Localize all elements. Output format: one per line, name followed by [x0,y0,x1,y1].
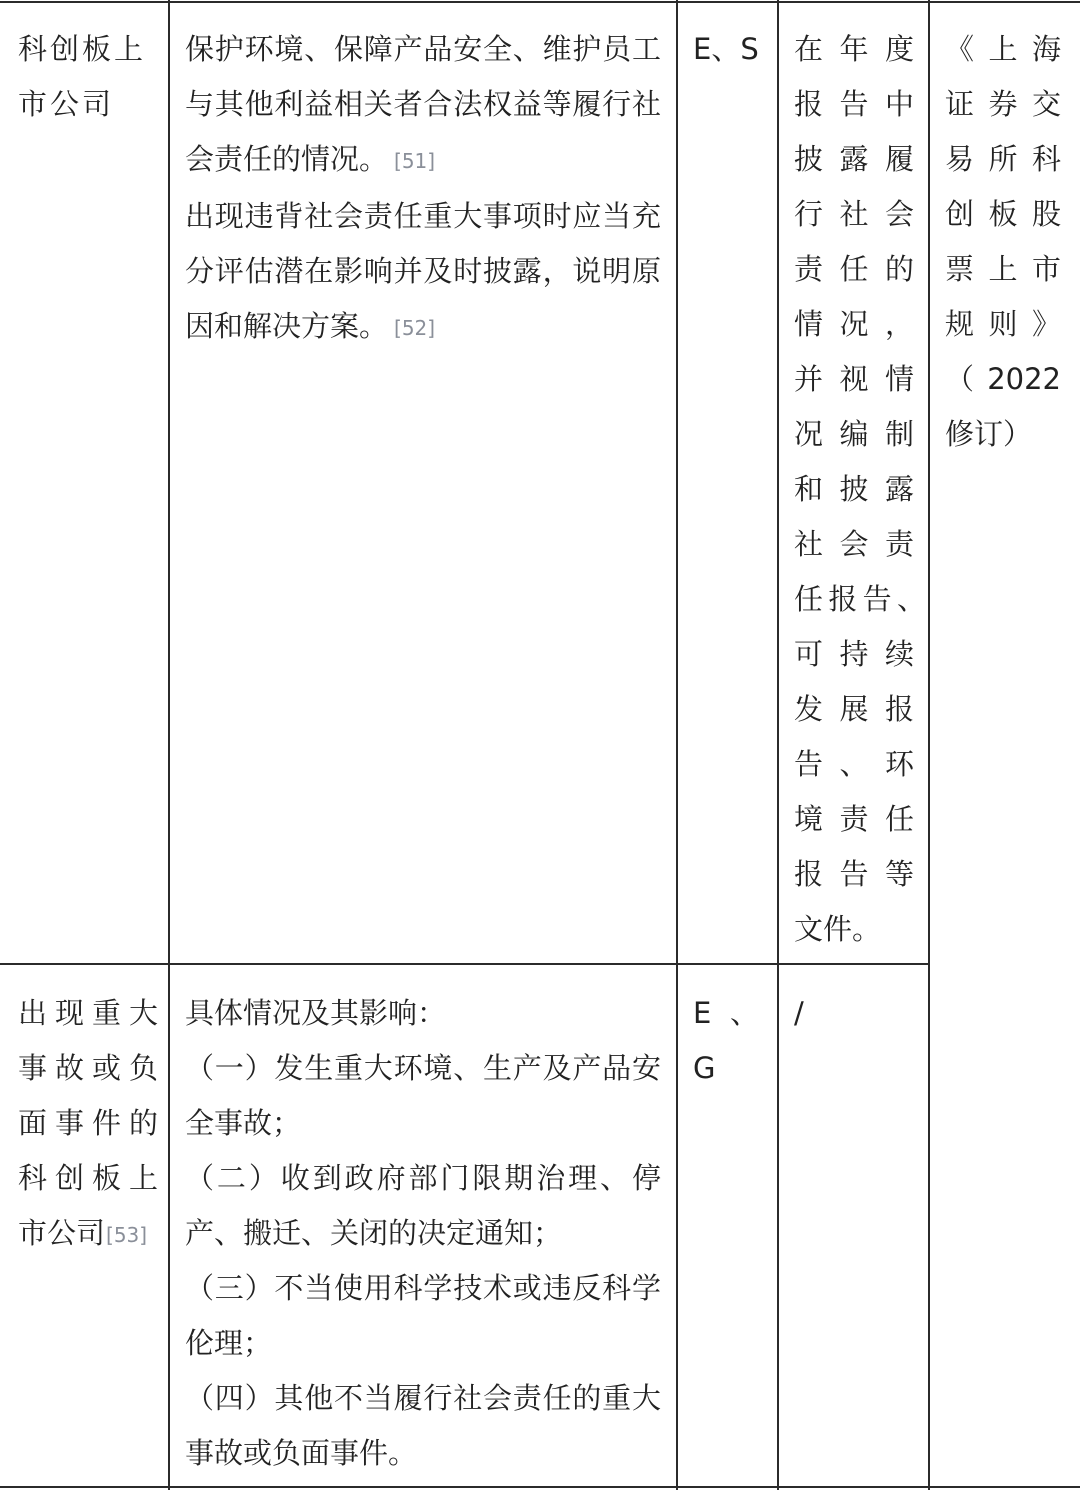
content-paragraph [185,189,661,356]
col-divider-4 [928,0,930,1490]
method-line: 可持续 [794,637,914,671]
source-line: 修订） [945,417,1033,451]
entity-line: 科创板上 [18,1161,158,1195]
source-line: 票上市 [945,252,1061,286]
content-paragraph [185,22,661,189]
entity-line: 科创板上 [18,32,147,66]
method-line: 情况， [794,307,914,341]
row2-entity-cell [18,986,158,1263]
method-line: 行社会 [794,197,914,231]
reference-link[interactable]: [52] [394,316,436,340]
entity-text: 市公司 [18,1216,106,1250]
row1-method-cell [794,22,926,957]
content-item: （三）不当使用科学技术或违反科学伦理； [185,1271,661,1360]
source-line: （2022 [945,362,1061,396]
content-text: 保护环境、保障产品安全、维护员工与其他利益相关者合法权益等履行社会责任的情况。 [185,32,661,176]
source-line: 易所科 [945,142,1061,176]
row1-source-cell [945,22,1061,462]
row1-entity-cell [18,22,154,132]
method-placeholder: / [794,996,804,1030]
content-intro: 具体情况及其影响： [185,996,447,1030]
col-divider-3 [777,0,779,1490]
table-top-border [0,1,1080,3]
row2-method-cell [794,986,914,1041]
reference-link[interactable]: [51] [394,149,436,173]
content-text: 出现违背社会责任重大事项时应当充分评估潜在影响并及时披露，说明原因和解决方案。 [185,199,661,343]
row-divider [0,963,929,965]
method-line: 在年度 [794,32,914,66]
esg-category: E、S [693,32,759,66]
entity-line: 事故或负 [18,1051,158,1085]
row2-esg-cell [693,986,759,1096]
row1-content-cell [185,22,661,356]
method-line: 披露履 [794,142,914,176]
entity-line: 面事件的 [18,1106,158,1140]
method-line: 况编制 [794,417,914,451]
source-line: 《上海 [945,32,1061,66]
row1-esg-cell [693,22,763,77]
method-line: 境责任 [794,802,914,836]
content-item: （二）收到政府部门限期治理、停产、搬迁、关闭的决定通知； [185,1161,661,1250]
table-bottom-border [0,1486,1080,1488]
entity-line: 出现重大 [18,996,158,1030]
method-line: 和披露 [794,472,914,506]
source-line: 证券交 [945,87,1061,121]
reference-link[interactable]: [53] [106,1223,148,1247]
entity-line: 市公司 [18,87,115,121]
entity-line [18,1206,158,1263]
esg-line: G [693,1051,716,1085]
method-line: 文件。 [794,912,882,946]
method-line: 责任的 [794,252,914,286]
source-line: 创板股 [945,197,1061,231]
content-item: （四）其他不当履行社会责任的重大事故或负面事件。 [185,1381,661,1470]
method-line: 社会责 [794,527,914,561]
col-divider-2 [676,0,678,1490]
esg-line: E、 [693,996,759,1030]
method-line: 任报告、 [794,582,926,616]
method-line: 报告等 [794,857,914,891]
method-line: 告、环 [794,747,914,781]
row2-content-cell [185,986,661,1481]
method-line: 报告中 [794,87,914,121]
method-line: 发展报 [794,692,914,726]
col-divider-1 [168,0,170,1490]
content-item: （一）发生重大环境、生产及产品安全事故； [185,1051,661,1140]
source-line: 规则》 [945,307,1061,341]
method-line: 并视情 [794,362,914,396]
